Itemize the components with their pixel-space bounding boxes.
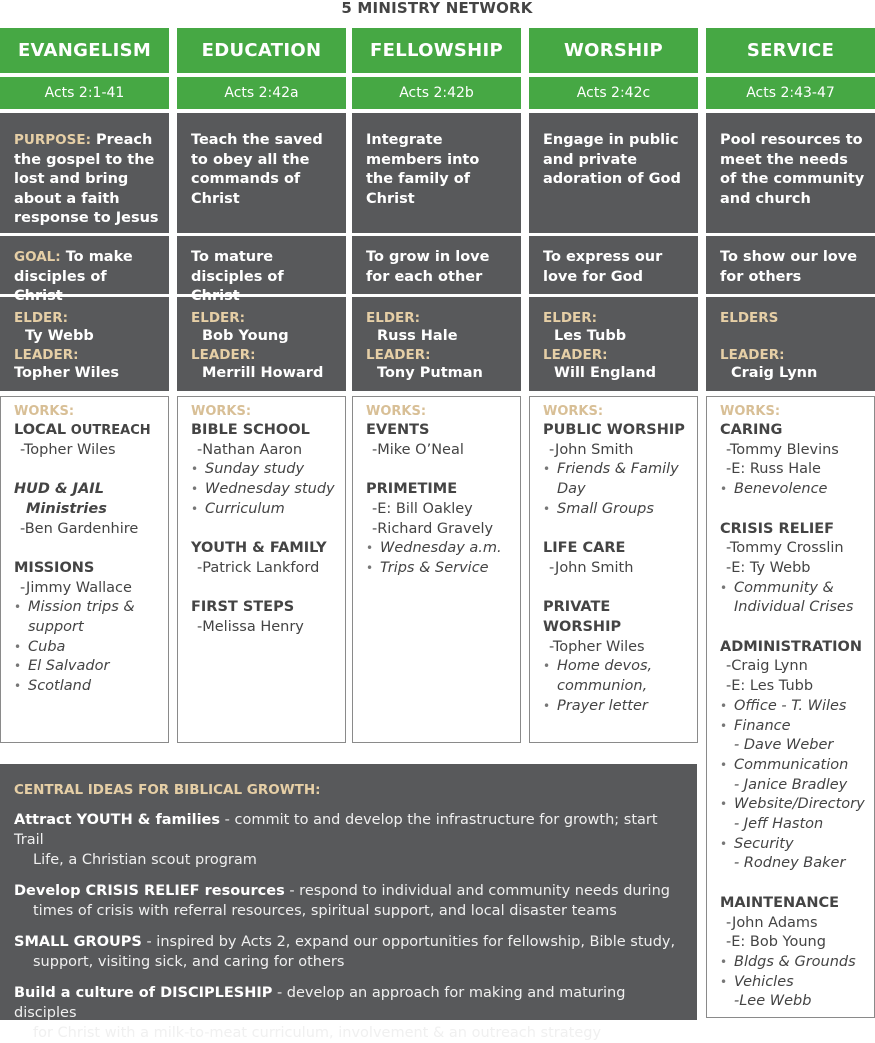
works-label: WORKS: bbox=[366, 404, 427, 419]
works-item: Individual Crises bbox=[734, 599, 854, 616]
works-item: • Home devos, bbox=[543, 657, 689, 677]
works-person: -Patrick Lankford bbox=[197, 559, 320, 576]
works-heading: LIFE CARE bbox=[543, 540, 626, 557]
purpose-box bbox=[177, 113, 346, 233]
works-heading: BIBLE SCHOOL bbox=[191, 422, 310, 438]
goal-text: To mature disciples of Christ bbox=[191, 249, 284, 304]
goal-box bbox=[706, 236, 875, 294]
purpose-box bbox=[0, 113, 169, 233]
works-item: • Vehicles bbox=[720, 973, 866, 993]
works-label: WORKS: bbox=[14, 404, 75, 419]
works-heading: CRISIS RELIEF bbox=[720, 520, 835, 537]
column-worship bbox=[529, 28, 698, 743]
works-heading: MAINTENANCE bbox=[720, 894, 840, 911]
works-heading: PRIMETIME bbox=[366, 481, 458, 498]
leader-name: Craig Lynn bbox=[731, 365, 818, 381]
works-item: support bbox=[28, 619, 84, 635]
works-person: -E: Bob Young bbox=[726, 934, 826, 951]
leadership-box bbox=[706, 297, 875, 391]
works-heading: EVENTS bbox=[366, 422, 430, 438]
works-box bbox=[529, 396, 698, 743]
leadership-box bbox=[0, 297, 169, 391]
purpose-box bbox=[352, 113, 521, 233]
central-idea: SMALL GROUPS - inspired by Acts 2, expand our opportunities for fellowship, Bible study, support, visiting sick, and caring for others bbox=[14, 934, 676, 970]
works-item: • Curriculum bbox=[191, 500, 337, 520]
central-ideas-label: CENTRAL IDEAS FOR BIBLICAL GROWTH: bbox=[14, 782, 321, 798]
works-item: • Friends & Family bbox=[543, 460, 689, 480]
works-person: -E: Les Tubb bbox=[726, 678, 814, 695]
works-item: • Finance bbox=[720, 717, 866, 737]
works-person: -John Adams bbox=[726, 914, 818, 931]
works-person: -Melissa Henry bbox=[197, 619, 304, 635]
purpose-label: PURPOSE: bbox=[14, 132, 91, 148]
goal-box bbox=[529, 236, 698, 294]
leader-label: LEADER: bbox=[366, 347, 431, 363]
scripture-ref: Acts 2:42b bbox=[352, 77, 521, 109]
column-header: FELLOWSHIP bbox=[352, 28, 521, 73]
works-person: -Ben Gardenhire bbox=[20, 520, 139, 537]
works-item: • Bldgs & Grounds bbox=[720, 953, 866, 973]
elder-name: Ty Webb bbox=[25, 328, 94, 344]
works-person: -Jimmy Wallace bbox=[20, 579, 132, 596]
works-person: -Topher Wiles bbox=[549, 638, 645, 655]
elder-label: ELDER: bbox=[543, 310, 598, 326]
works-item: • Community & bbox=[720, 579, 866, 599]
works-person: -Richard Gravely bbox=[372, 520, 494, 537]
central-ideas-box bbox=[0, 764, 697, 1041]
works-person: -Tommy Blevins bbox=[726, 441, 839, 458]
elder-label: ELDER: bbox=[366, 310, 421, 326]
column-header: EDUCATION bbox=[177, 28, 346, 73]
works-heading: LOCAL OUTREACH bbox=[14, 422, 151, 438]
goal-text: To make disciples of Christ bbox=[14, 249, 133, 304]
works-item: • Cuba bbox=[14, 638, 160, 658]
elder-name: Bob Young bbox=[202, 328, 289, 344]
central-idea: Develop CRISIS RELIEF resources - respond to individual and community needs during times of crisis with referral resources, spiritual support, and local disaster teams bbox=[14, 883, 670, 919]
works-person: -Topher Wiles bbox=[20, 441, 116, 458]
column-header: SERVICE bbox=[706, 28, 875, 73]
leader-label: LEADER: bbox=[543, 347, 608, 363]
works-item: - Janice Bradley bbox=[734, 776, 848, 793]
works-heading: PRIVATE WORSHIP bbox=[543, 599, 622, 635]
works-person: -Tommy Crosslin bbox=[726, 540, 844, 557]
goal-text: To grow in love for each other bbox=[366, 249, 490, 285]
works-person: -E: Bill Oakley bbox=[372, 500, 473, 517]
goal-box bbox=[177, 236, 346, 304]
works-item: • Trips & Service bbox=[366, 559, 512, 579]
works-heading: ADMINISTRATION bbox=[720, 638, 862, 655]
leader-label: LEADER: bbox=[14, 347, 79, 363]
works-item: • Office - T. Wiles bbox=[720, 697, 866, 717]
elder-name: Les Tubb bbox=[554, 328, 627, 344]
works-box bbox=[0, 396, 169, 743]
works-item: • Wednesday study bbox=[191, 480, 337, 500]
works-item: • Small Groups bbox=[543, 500, 689, 520]
scripture-ref: Acts 2:43-47 bbox=[706, 77, 875, 109]
works-item: • Communication bbox=[720, 756, 866, 776]
purpose-box bbox=[529, 113, 698, 233]
leader-label: LEADER: bbox=[191, 347, 256, 363]
works-person: -John Smith bbox=[549, 559, 634, 576]
works-heading: Ministries bbox=[26, 500, 107, 517]
works-item: • Security bbox=[720, 835, 866, 855]
goal-text: To show our love for others bbox=[720, 249, 858, 285]
works-heading: HUD & JAIL bbox=[14, 481, 104, 498]
elder-name bbox=[720, 327, 865, 346]
elder-label: ELDERS bbox=[720, 310, 779, 326]
goal-box bbox=[0, 236, 169, 304]
goal-label: GOAL: bbox=[14, 249, 61, 265]
leader-name: Merrill Howard bbox=[202, 365, 324, 381]
works-item: • Wednesday a.m. bbox=[366, 539, 512, 559]
works-box bbox=[352, 396, 521, 743]
works-heading: YOUTH & FAMILY bbox=[191, 540, 327, 557]
works-heading: CARING bbox=[720, 422, 783, 438]
leader-name: Tony Putman bbox=[377, 365, 483, 381]
column-header: WORSHIP bbox=[529, 28, 698, 73]
leadership-box bbox=[352, 297, 521, 391]
purpose-text: Engage in public and private adoration of God bbox=[543, 132, 681, 187]
column-education bbox=[177, 28, 346, 743]
column-fellowship bbox=[352, 28, 521, 743]
central-idea: Attract YOUTH & families - commit to and develop the infrastructure for growth; start Trail Life, a Christian scout program bbox=[14, 812, 658, 868]
works-item: - Dave Weber bbox=[734, 737, 834, 754]
goal-text: To express our love for God bbox=[543, 249, 663, 285]
works-label: WORKS: bbox=[191, 404, 252, 419]
page-title: 5 MINISTRY NETWORK bbox=[341, 0, 533, 17]
works-person: -E: Ty Webb bbox=[726, 559, 811, 576]
works-item: communion, bbox=[557, 678, 648, 695]
works-person: -Craig Lynn bbox=[726, 658, 808, 675]
purpose-text: Pool resources to meet the needs of the community and church bbox=[720, 132, 865, 207]
works-item: • El Salvador bbox=[14, 657, 160, 677]
works-item: • Website/Directory bbox=[720, 795, 866, 815]
goal-box bbox=[352, 236, 521, 294]
works-person: -John Smith bbox=[549, 441, 634, 458]
leader-label: LEADER: bbox=[720, 347, 785, 363]
central-idea: Build a culture of DISCIPLESHIP - develop an approach for making and maturing disciples for Christ with a milk-to-meat curriculum, involvement & an outreach strategy bbox=[14, 985, 626, 1041]
works-item: -Lee Webb bbox=[734, 993, 812, 1010]
works-item: • Mission trips & bbox=[14, 598, 160, 618]
works-person: -Nathan Aaron bbox=[197, 441, 303, 458]
works-item: - Rodney Baker bbox=[734, 855, 846, 872]
elder-label: ELDER: bbox=[191, 310, 246, 326]
purpose-text: Integrate members into the family of Christ bbox=[366, 132, 480, 207]
leader-name: Topher Wiles bbox=[14, 365, 120, 381]
elder-label: ELDER: bbox=[14, 310, 69, 326]
purpose-text: Teach the saved to obey all the commands of Christ bbox=[191, 132, 323, 207]
scripture-ref: Acts 2:42a bbox=[177, 77, 346, 109]
works-heading: FIRST STEPS bbox=[191, 599, 295, 616]
scripture-ref: Acts 2:1-41 bbox=[0, 77, 169, 109]
leader-name: Will England bbox=[554, 365, 657, 381]
works-box bbox=[706, 396, 875, 1018]
works-heading: PUBLIC WORSHIP bbox=[543, 422, 685, 438]
leadership-box bbox=[529, 297, 698, 391]
elder-name: Russ Hale bbox=[377, 328, 458, 344]
works-item: Day bbox=[557, 481, 586, 498]
works-person: -E: Russ Hale bbox=[726, 461, 821, 478]
purpose-text: Preach the gospel to the lost and bring about a faith response to Jesus bbox=[14, 132, 159, 226]
works-box bbox=[177, 396, 346, 743]
works-item: • Scotland bbox=[14, 677, 160, 697]
works-item: • Benevolence bbox=[720, 480, 866, 500]
works-item: • Prayer letter bbox=[543, 697, 689, 717]
works-item: • Sunday study bbox=[191, 460, 337, 480]
purpose-box bbox=[706, 113, 875, 233]
scripture-ref: Acts 2:42c bbox=[529, 77, 698, 109]
works-person: -Mike O’Neal bbox=[372, 441, 464, 458]
works-heading: MISSIONS bbox=[14, 559, 95, 576]
works-label: WORKS: bbox=[720, 404, 781, 419]
column-service bbox=[706, 28, 875, 1018]
leadership-box bbox=[177, 297, 346, 391]
column-evangelism bbox=[0, 28, 169, 743]
works-item: - Jeff Haston bbox=[734, 816, 824, 833]
works-label: WORKS: bbox=[543, 404, 604, 419]
column-header: EVANGELISM bbox=[0, 28, 169, 73]
